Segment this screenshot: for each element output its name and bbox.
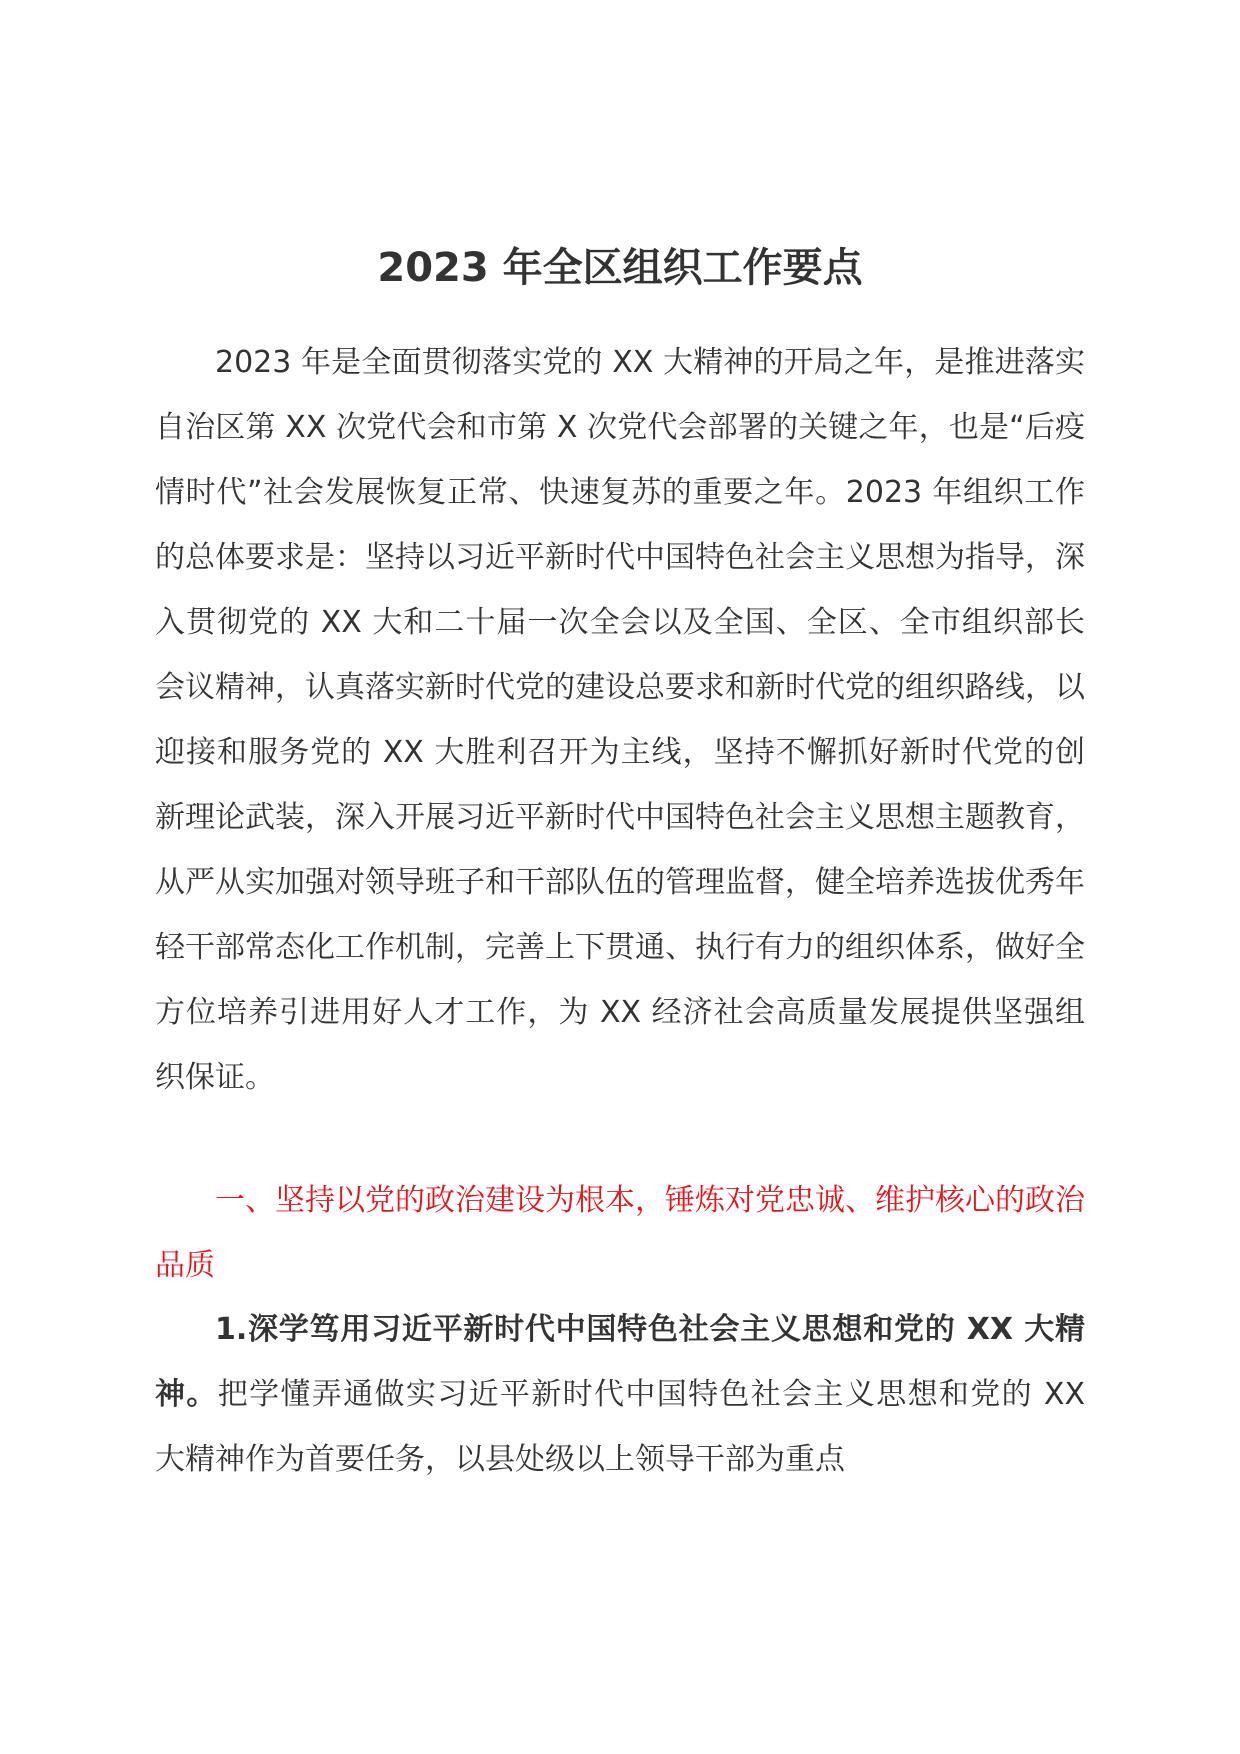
document-title: 2023 年全区组织工作要点 <box>377 245 863 291</box>
item-1-lead: 1.深学笃用习近平新时代中国特色社会主义思想和党的 XX 大精神。 <box>155 1312 1085 1412</box>
item-paragraph-1 <box>155 1297 1085 1492</box>
intro-paragraph: 2023 年是全面贯彻落实党的 XX 大精神的开局之年，是推进落实自治区第 XX 次党代会和市第 X 次党代会部署的关键之年，也是“后疫情时代”社会发展恢复正常、快速复苏的重要之年。2023 年组织工作的总体要求是：坚持以习近平新时代中国特色社会主义思想为指导，深入贯彻党的 XX 大和二十届一次全会以及全国、全区、全市组织部长会议精神，认真落实新时代党的建设总要求和新时代党的组织路线，以迎接和服务党的 XX 大胜利召开为主线，坚持不懈抓好新时代党的创新理论武装，深入开展习近平新时代中国特色社会主义思想主题教育，从严从实加强对领导班子和干部队伍的管理监督，健全培养选拔优秀年轻干部常态化工作机制，完善上下贯通、执行有力的组织体系，做好全方位培养引进用好人才工作，为 XX 经济社会高质量发展提供坚强组织保证。 <box>155 345 1085 1095</box>
section-heading-1: 一、坚持以党的政治建设为根本，锤炼对党忠诚、维护核心的政治品质 <box>155 1183 1085 1283</box>
item-1-text: 把学懂弄通做实习近平新时代中国特色社会主义思想和党的 XX 大精神作为首要任务，以县处级以上领导干部为重点 <box>155 1377 1086 1477</box>
